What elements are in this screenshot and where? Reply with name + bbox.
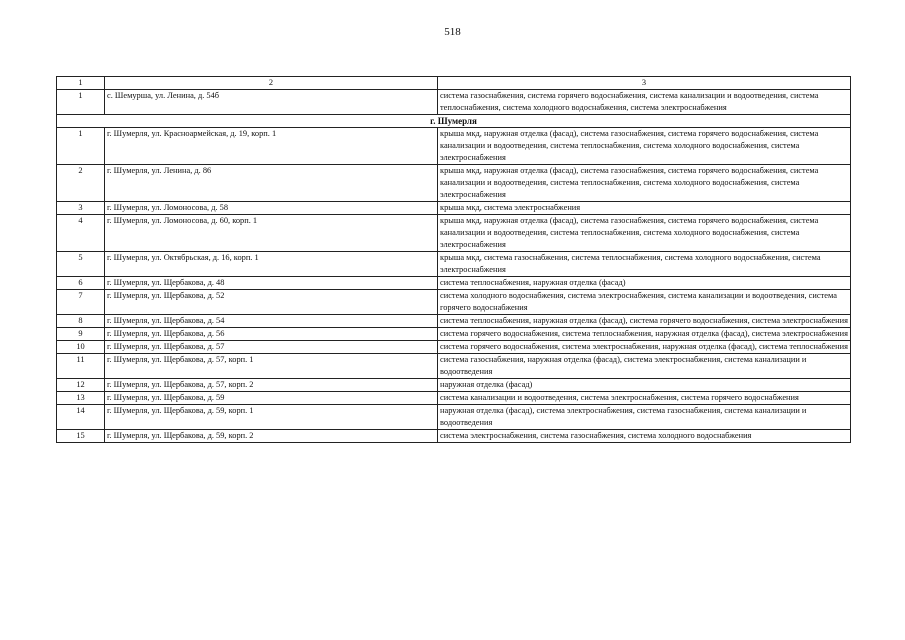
row-address: г. Шумерля, ул. Ломоносова, д. 60, корп. 1 [105,215,438,252]
row-number: 4 [57,215,105,252]
table-header-row [57,77,851,90]
housing-table [56,76,851,443]
row-systems: система электроснабжения, система газоснабжения, система холодного водоснабжения [438,430,851,443]
row-address: г. Шумерля, ул. Щербакова, д. 48 [105,277,438,290]
table-row [57,315,851,328]
row-systems: система горячего водоснабжения, система теплоснабжения, наружная отделка (фасад), система электроснабжения [438,328,851,341]
row-address: г. Шумерля, ул. Щербакова, д. 56 [105,328,438,341]
table-row [57,277,851,290]
table-row [57,328,851,341]
table-row [57,128,851,165]
row-address: г. Шумерля, ул. Ломоносова, д. 58 [105,202,438,215]
table-row [57,90,851,115]
row-number: 9 [57,328,105,341]
page-number: 518 [444,26,461,38]
row-number: 1 [57,90,105,115]
row-address: г. Шумерля, ул. Щербакова, д. 59, корп. 2 [105,430,438,443]
row-address: г. Шумерля, ул. Красноармейская, д. 19, корп. 1 [105,128,438,165]
header-cell-2: 2 [105,77,438,90]
row-number: 10 [57,341,105,354]
table-row [57,341,851,354]
row-systems: крыша мкд, наружная отделка (фасад), система газоснабжения, система горячего водоснабжения, система канализации и водоотведения, система теплоснабжения, система холодного водоснабжения, система электроснабжения [438,128,851,165]
row-number: 14 [57,405,105,430]
row-number: 5 [57,252,105,277]
row-number: 11 [57,354,105,379]
row-address: г. Шумерля, ул. Щербакова, д. 52 [105,290,438,315]
row-address: г. Шумерля, ул. Октябрьская, д. 16, корп. 1 [105,252,438,277]
row-address: г. Шумерля, ул. Щербакова, д. 59 [105,392,438,405]
section-header-row [57,115,851,128]
row-address: г. Шумерля, ул. Ленина, д. 86 [105,165,438,202]
table-row [57,405,851,430]
row-number: 2 [57,165,105,202]
row-number: 13 [57,392,105,405]
row-number: 3 [57,202,105,215]
table-row [57,165,851,202]
table-row [57,202,851,215]
row-systems: крыша мкд, наружная отделка (фасад), система газоснабжения, система горячего водоснабжения, система канализации и водоотведения, система теплоснабжения, система холодного водоснабжения, система электроснабжения [438,165,851,202]
row-address: г. Шумерля, ул. Щербакова, д. 59, корп. 1 [105,405,438,430]
row-systems: система теплоснабжения, наружная отделка (фасад), система горячего водоснабжения, система электроснабжения [438,315,851,328]
table-row [57,290,851,315]
table-row [57,252,851,277]
row-systems: система горячего водоснабжения, система электроснабжения, наружная отделка (фасад), система теплоснабжения [438,341,851,354]
row-systems: система газоснабжения, система горячего водоснабжения, система канализации и водоотведения, система теплоснабжения, система холодного водоснабжения, система электроснабжения [438,90,851,115]
row-address: г. Шумерля, ул. Щербакова, д. 57, корп. 1 [105,354,438,379]
row-address: с. Шемурша, ул. Ленина, д. 54б [105,90,438,115]
row-systems: крыша мкд, наружная отделка (фасад), система газоснабжения, система горячего водоснабжения, система канализации и водоотведения, система теплоснабжения, система холодного водоснабжения, система электроснабжения [438,215,851,252]
row-systems: наружная отделка (фасад) [438,379,851,392]
row-number: 12 [57,379,105,392]
row-systems: крыша мкд, система газоснабжения, система теплоснабжения, система холодного водоснабжения, система электроснабжения [438,252,851,277]
row-number: 6 [57,277,105,290]
table-row [57,379,851,392]
table-row [57,354,851,379]
row-number: 15 [57,430,105,443]
row-address: г. Шумерля, ул. Щербакова, д. 57, корп. 2 [105,379,438,392]
table-row [57,430,851,443]
row-systems: система теплоснабжения, наружная отделка (фасад) [438,277,851,290]
row-number: 1 [57,128,105,165]
table-row [57,215,851,252]
row-systems: крыша мкд, система электроснабжения [438,202,851,215]
row-address: г. Шумерля, ул. Щербакова, д. 57 [105,341,438,354]
row-number: 7 [57,290,105,315]
row-systems: система холодного водоснабжения, система электроснабжения, система канализации и водоотведения, система горячего водоснабжения [438,290,851,315]
row-systems: система канализации и водоотведения, система электроснабжения, система горячего водоснабжения [438,392,851,405]
header-cell-1: 1 [57,77,105,90]
header-cell-3: 3 [438,77,851,90]
section-title: г. Шумерля [57,115,851,128]
row-systems: наружная отделка (фасад), система электроснабжения, система газоснабжения, система канализации и водоотведения [438,405,851,430]
table-row [57,392,851,405]
row-number: 8 [57,315,105,328]
row-address: г. Шумерля, ул. Щербакова, д. 54 [105,315,438,328]
row-systems: система газоснабжения, наружная отделка (фасад), система электроснабжения, система канализации и водоотведения [438,354,851,379]
